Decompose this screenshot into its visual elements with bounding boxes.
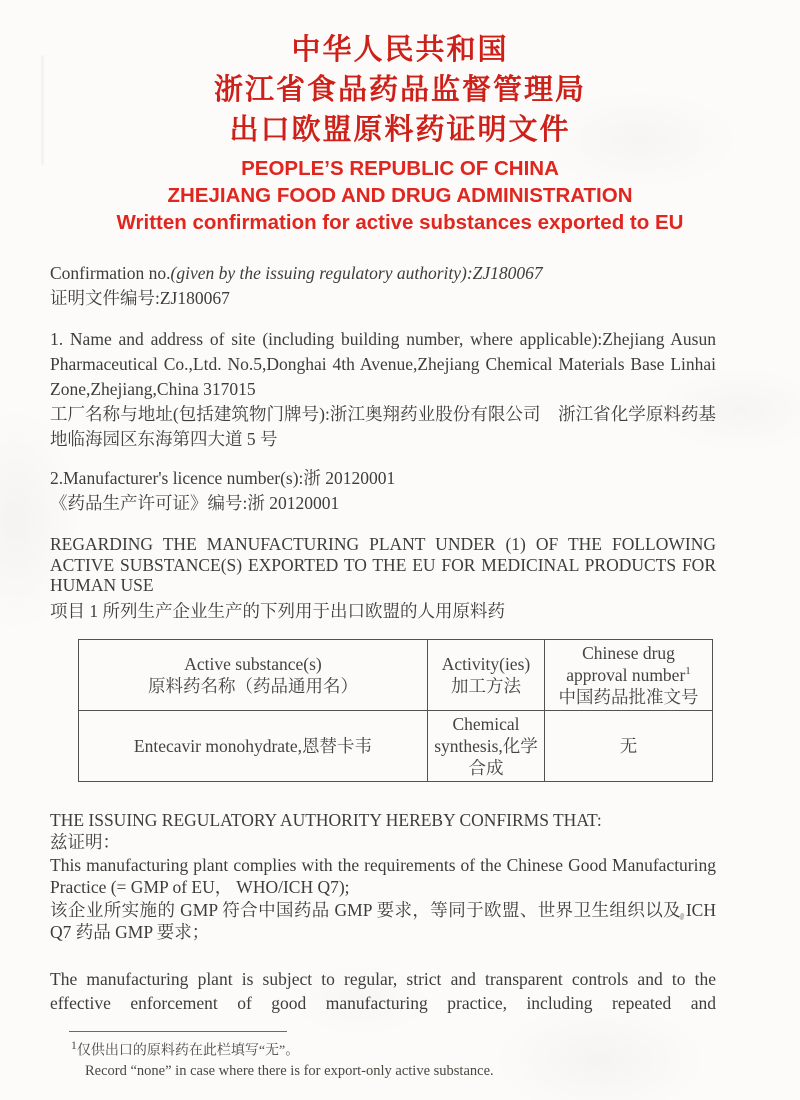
col-header-activity-en: Activity(ies)	[441, 653, 531, 674]
licence-number-cn: 《药品生产许可证》编号:浙 20120001	[50, 493, 340, 513]
regarding-cn: 项目 1 所列生产企业生产的下列用于出口欧盟的人用原料药	[50, 600, 505, 621]
col-header-activity	[428, 639, 545, 710]
footnote-section	[50, 1031, 716, 1083]
footnote-ref-mark: 1	[71, 1038, 77, 1052]
confirms-heading-cn: 兹证明：	[50, 832, 120, 852]
confirms-heading-en: THE ISSUING REGULATORY AUTHORITY HEREBY CONFIRMS THAT:	[50, 809, 602, 830]
col-header-approval-number-text: Chinese drug approval number	[566, 642, 686, 685]
footnote-reference-mark: 1	[685, 664, 691, 677]
regarding-en: REGARDING THE MANUFACTURING PLANT UNDER (1) OF THE FOLLOWING ACTIVE SUBSTANCE(S) EXPORTED TO THE EU FOR MEDICINAL PRODUCTS FOR HUMAN USE	[50, 534, 716, 595]
gmp-compliance-en: This manufacturing plant complies with the requirements of the Chinese Good Manufacturing Practice (= GMP of EU， WHO/ICH Q7);	[50, 854, 716, 897]
confirmation-label: Confirmation no.	[50, 263, 171, 283]
footnote-cn	[71, 1035, 716, 1062]
title-cn-line2: 浙江省食品药品监督管理局	[213, 74, 586, 106]
col-header-active-substance	[79, 639, 428, 710]
title-en-block	[34, 155, 766, 236]
col-header-approval-number-en	[551, 642, 706, 686]
substance-table	[78, 639, 713, 782]
title-cn-line3: 出口欧盟原料药证明文件	[229, 114, 571, 146]
title-en-line2: ZHEJIANG FOOD AND DRUG ADMINISTRATION	[167, 184, 633, 207]
table-header-row	[79, 639, 713, 710]
col-header-active-substance-en: Active substance(s)	[184, 653, 322, 674]
controls-paragraph-en: The manufacturing plant is subject to regular, strict and transparent controls and to the effective enforcement of good manufacturing practice, including repeated and	[50, 968, 716, 1013]
licence-number-section	[50, 466, 716, 516]
footnote-divider	[69, 1031, 287, 1032]
confirmation-line-en	[50, 261, 716, 286]
controls-paragraph-section	[50, 967, 716, 1015]
document-header	[34, 30, 766, 236]
title-en-line3: Written confirmation for active substances exported to EU	[116, 211, 684, 234]
regarding-section	[50, 534, 716, 623]
cell-activity: Chemical synthesis,化学合成	[428, 710, 545, 781]
title-cn-line1: 中华人民共和国	[291, 34, 509, 66]
footnote-en: Record “none” in case where there is for export-only active substance.	[85, 1063, 494, 1080]
title-en-line1: PEOPLE’S REPUBLIC OF CHINA	[241, 157, 559, 180]
cell-approval-number: 无	[545, 710, 713, 781]
col-header-approval-number-cn: 中国药品批准文号	[558, 686, 699, 707]
col-header-active-substance-cn: 原料药名称（药品通用名）	[148, 675, 358, 696]
confirmation-line-cn: 证明文件编号:ZJ180067	[50, 288, 230, 308]
cell-active-substance: Entecavir monohydrate,恩替卡韦	[79, 710, 428, 781]
site-address-cn: 工厂名称与地址(包括建筑物门牌号):浙江奥翔药业股份有限公司 浙江省化学原料药基地临海园区东海第四大道 5 号	[50, 404, 716, 449]
gmp-compliance-cn: 该企业所实施的 GMP 符合中国药品 GMP 要求，等同于欧盟、世界卫生组织以及 ICH Q7 药品 GMP 要求；	[50, 899, 716, 942]
licence-number-en: 2.Manufacturer's licence number(s):浙 20120001	[50, 468, 396, 488]
site-name-address-section	[50, 327, 716, 452]
site-address-en: 1. Name and address of site (including building number, where applicable):Zhejiang Ausun Pharmaceutical Co.,Ltd. No.5,Donghai 4th Avenue,Zhejiang Chemical Materials Base Linhai Zone,Zhejiang,China 317015	[50, 329, 716, 399]
col-header-activity-cn: 加工方法	[451, 675, 521, 696]
confirmation-number-section	[50, 261, 716, 311]
footnote-cn-text: 仅供出口的原料药在此栏填写“无”。	[76, 1043, 300, 1059]
confirmation-value-italic: (given by the issuing regulatory authority):ZJ180067	[170, 263, 543, 283]
col-header-approval-number	[545, 639, 713, 710]
table-row	[79, 710, 713, 781]
scan-artifact	[41, 55, 44, 165]
authority-confirms-section	[50, 809, 716, 944]
